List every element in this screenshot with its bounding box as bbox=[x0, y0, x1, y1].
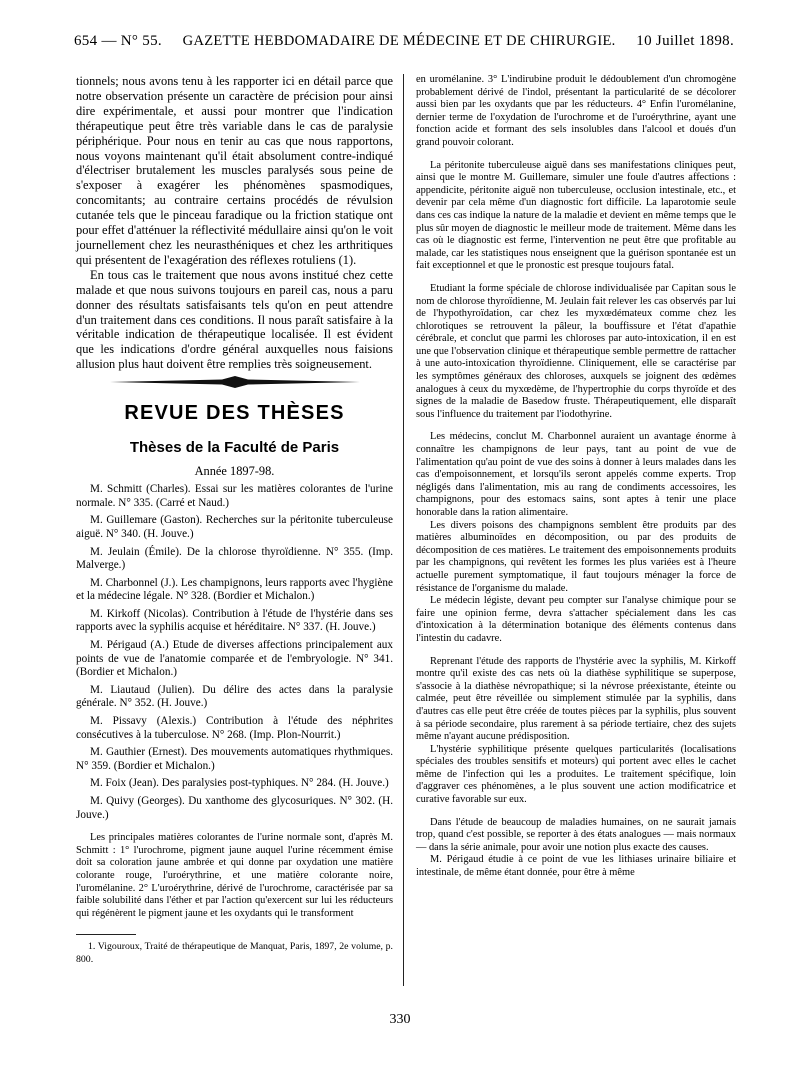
running-header bbox=[74, 33, 734, 55]
journal-title: GAZETTE HEBDOMADAIRE DE MÉDECINE ET DE CHIRURGIE. bbox=[182, 33, 616, 49]
right-paragraph-9: Dans l'étude de beaucoup de maladies humaines, on ne saurait jamais trop, quand c'est possible, se reporter à des états analogues — mais normaux — dans la série animale, pour avoir une notion plus exacte des causes. bbox=[416, 816, 736, 853]
right-paragraph-4: Les médecins, conclut M. Charbonnel auraient un avantage énorme à connaître les champignons de leur pays, tant au point de vue de l'alimentation qu'au point de vue des soins à donner à leurs malades dans les cas d'empoisonnement, et lorsqu'ils seront appelés comme experts. Trop négligés dans l'alimentation, mis au rang de condiments accessoires, les champignons, pour des estomacs sains, sont aptes à tenir une place honorable dans la ration alimentaire. bbox=[416, 431, 736, 518]
left-column bbox=[76, 74, 393, 966]
thesis-entry: M. Kirkoff (Nicolas). Contribution à l'étude de l'hystérie dans ses rapports avec la syphilis acquise et héréditaire. N° 337. (H. Jouve.) bbox=[76, 607, 393, 634]
right-paragraph-10: M. Périgaud étudie à ce point de vue les lithiases urinaire biliaire et intestinale, de même étant donnée, pour être à même bbox=[416, 854, 736, 879]
right-paragraph-5: Les divers poisons des champignons semblent être produits par des matières albuminoïdes en décomposition, ou par des produits de décomposition de ces matières. Le traitement des empoisonnements produits par les champignons, qui revêtent les formes les plus variées est à l'heure actuelle purement symptomatique, il faut toujours ménager la force de résistance de l'organisme du malade. bbox=[416, 519, 736, 594]
page-number-issue: 654 — N° 55. bbox=[74, 33, 162, 49]
left-paragraph-1: tionnels; nous avons tenu à les rapporter ici en détail parce que notre observation présente un caractère de précision pour ainsi dire expérimentale, et aussi pour montrer que l'indication thérapeutique peut être très variable dans le cas de paralysie périphérique. Pour nous en tenir au cas que nous rapportons, nous voyons maintenant qu'il était absolument contre-indiqué d'électriser brutalement les muscles paralysés sous peine de s'exposer à exagérer les phénomènes spasmodiques, concomitants; au contraire certains procédés de révulsion cutanée tels que le pinceau faradique ou la friction statique ont pour effet d'atténuer la réflectivité médullaire ainsi qu'on le voit journellement chez les neurasthéniques et chez les arthritiques qui présentent de l'exagération des réflexes rotuliens (1). bbox=[76, 74, 393, 267]
right-paragraph-7: Reprenant l'étude des rapports de l'hystérie avec la syphilis, M. Kirkoff montre qu'il existe des cas nets où la diathèse syphilitique se superpose, s'associe à la diathèse névropathique; si la névrose préexistante, éteinte ou calmée, peut être réveillée ou simplement stimulée par la syphilis, dans d'autres cas elle peut être créée de toutes pièces par la syphilis, plus souvent à sa période secondaire, plus rarement à sa période tertiaire, chez des sujets même n'ayant aucune prédisposition. bbox=[416, 655, 736, 743]
footnote-rule bbox=[76, 934, 136, 935]
thesis-entry: M. Liautaud (Julien). Du délire des actes dans la paralysie générale. N° 352. (H. Jouve.) bbox=[76, 683, 393, 710]
right-paragraph-8: L'hystérie syphilitique présente quelques particularités (localisations spéciales des troubles sensitifs et moteurs) qui portent avec elles le cachet même de l'infection qui les a produites. Le traitement spécifique, loin d'aggraver ces phénomènes, a le plus souvent une action modificatrice et curative favorable sur eux. bbox=[416, 743, 736, 806]
right-paragraph-1: en uromélanine. 3° L'indirubine produit le dédoublement d'un chromogène probablement dérivé de l'indol, présentant la particularité de se décolorer aussi bien par les oxydants que par les réducteurs. 4° Enfin l'uromélanine, dernier terme de l'oxydation de l'urochrome et de l'uroérythrine, ayant une fonction acide et formant des sels insolubles dans l'alcool et doués d'un grand pouvoir colorant. bbox=[416, 74, 736, 148]
thesis-entry: M. Quivy (Georges). Du xanthome des glycosuriques. N° 302. (H. Jouve.) bbox=[76, 795, 393, 821]
right-paragraph-3: Etudiant la forme spéciale de chlorose individualisée par Capitan sous le nom de chlorose thyroïdienne, M. Jeulain fait relever les cas observés par lui de l'hypothyroïdation, car chez les myxœdémateux comme chez les chlorotiques se retrouvent la pâleur, la bouffissure et l'état d'apathie cérébrale, et conclut que parmi les chloroses par auto-intoxication, il en est une que l'observation clinique et thérapeutique semble permettre de rattacher à une auto-intoxication thyroïdienne. Cliniquement, elle se caractérise par les symptômes généraux des chloroses, auxquels se joignent des œdèmes analogues à ceux du myxœdème, de l'hypertrophie du corps thyroïde et des signes de la maladie de Basedow fruste. Thérapeutiquement, elle disparaît sous l'influence du traitement par l'iodothyrine. bbox=[416, 282, 736, 420]
thesis-entry: M. Périgaud (A.) Etude de diverses affections principalement aux points de vue de l'anatomie comparée et de l'embryologie. N° 341. (Bordier et Michalon.) bbox=[76, 639, 393, 679]
right-paragraph-6: Le médecin légiste, devant peu compter sur l'analyse chimique pour se faire une opinion ferme, devra s'attacher spécialement dans les cas d'intoxication à la détermination botanique des éléments contenus dans l'intestin du cadavre. bbox=[416, 595, 736, 644]
section-title: REVUE DES THÈSES bbox=[124, 402, 345, 425]
issue-date: 10 Juillet 1898. bbox=[636, 33, 734, 49]
thesis-entry: M. Schmitt (Charles). Essai sur les matières colorantes de l'urine normale. N° 335. (Carré et Naud.) bbox=[76, 483, 393, 509]
left-paragraph-2: En tous cas le traitement que nous avons institué chez cette malade et que nous suivons toujours en pareil cas, nous a paru donner des résultats satisfaisants tels qu'on en peut attendre d'un traitement dans ces conditions. Il nous paraît satisfaire à la véritable indication de thérapeutique localisée. Il est évident que les indications d'ordre général auxquelles nous faisions allusion plus haut doivent être remplies très soigneusement. bbox=[76, 267, 393, 372]
academic-year: Année 1897-98. bbox=[194, 464, 275, 479]
left-paragraph-3: Les principales matières colorantes de l'urine normale sont, d'après M. Schmitt : 1° l'urochrome, pigment jaune auquel l'urine récemment émise doit sa coloration jaune ambrée et qui donne par oxydation une matière colorante rouge, l'uroérythrine, et une matière colorante noire, l'uromélanine. 2° L'uroérythrine, dérivé de l'urochrome, caractérisée par sa faible solubilité dans l'éther et par l'action qu'exercent sur lui les réducteurs qui régénèrent le pigment jaune et les oxydants qui le transforment bbox=[76, 832, 393, 919]
thesis-entry: M. Jeulain (Émile). De la chlorose thyroïdienne. N° 355. (Imp. Malverge.) bbox=[76, 545, 393, 572]
thesis-entry: M. Guillemare (Gaston). Recherches sur la péritonite tuberculeuse aiguë. N° 340. (H. Jouve.) bbox=[76, 514, 393, 540]
thesis-entry: M. Foix (Jean). Des paralysies post-typhiques. N° 284. (H. Jouve.) bbox=[90, 777, 389, 790]
footnote: 1. Vigouroux, Traité de thérapeutique de Manquat, Paris, 1897, 2e volume, p. 800. bbox=[76, 941, 393, 965]
column-divider bbox=[403, 74, 404, 986]
thesis-entry: M. Gauthier (Ernest). Des mouvements automatiques rhythmiques. N° 359. (Bordier et Michalon.) bbox=[76, 746, 393, 772]
thesis-entry: M. Charbonnel (J.). Les champignons, leurs rapports avec l'hygiène et la médecine légale. N° 328. (Bordier et Michalon.) bbox=[76, 576, 393, 603]
section-ornament bbox=[110, 376, 360, 388]
thesis-entry: M. Pissavy (Alexis.) Contribution à l'étude des néphrites consécutives à la tuberculose. N° 268. (Imp. Plon-Nourrit.) bbox=[76, 715, 393, 741]
subsection-title: Thèses de la Faculté de Paris bbox=[129, 439, 340, 457]
folio-number: 330 bbox=[389, 1012, 411, 1027]
right-column bbox=[416, 74, 736, 880]
right-paragraph-2: La péritonite tuberculeuse aiguë dans ses manifestations cliniques peut, ainsi que le montre M. Guillemare, simuler une foule d'autres affections : appendicite, péritonite aiguë non tuberculeuse, occlusion intestinale, etc., et devenir par cela même d'un diagnostic fort difficile. La laparotomie seule dans ces cas indique la nature de la maladie et devient en même temps que le plus sûr moyen de diagnostic le meilleur mode de traitement. Même dans les cas où le diagnostic est ferme, l'intervention ne peut être que profitable au malade, car les statistiques nous enseignent que la guérison spontanée est un fait exceptionnel et que le pronostic est presque toujours fatal. bbox=[416, 159, 736, 272]
